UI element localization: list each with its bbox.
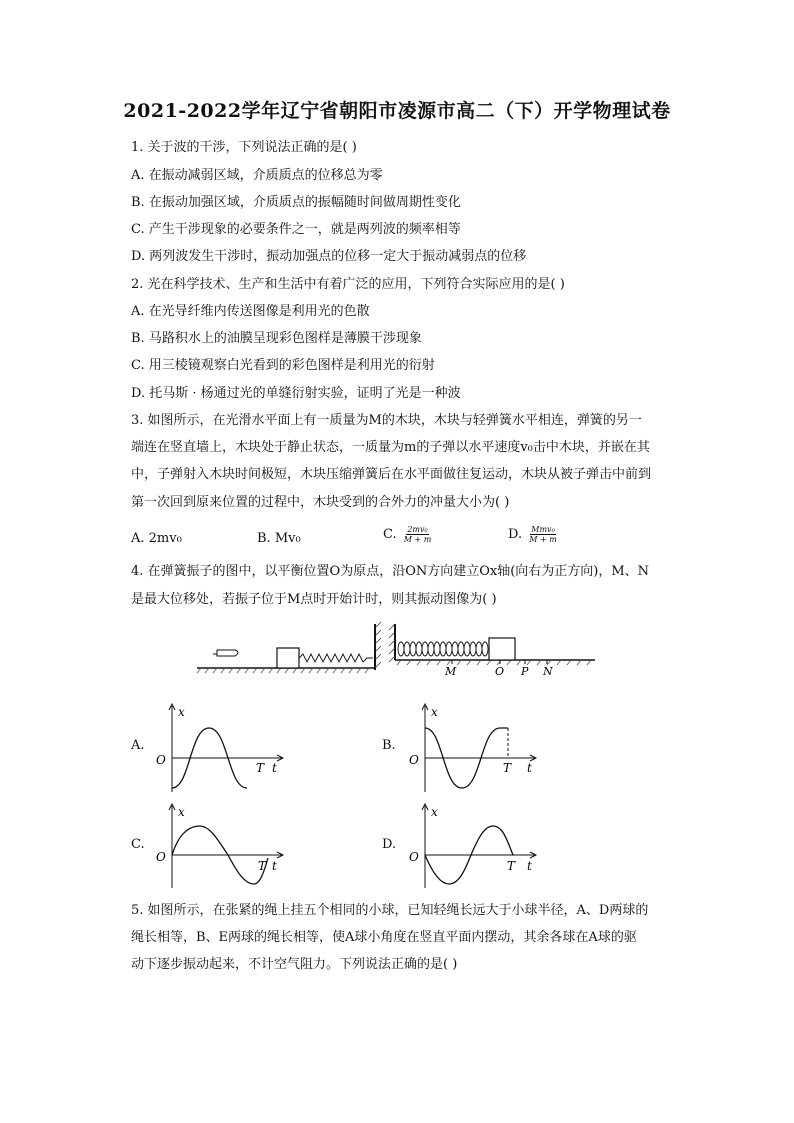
axis-label-x: x [178,805,185,819]
fraction [404,525,432,544]
origin-label: O [409,753,419,767]
spring [299,654,373,662]
bullet-icon [213,650,238,656]
question-5-line-2: 绳长相等，B、E两球的绳长相等，使A球小角度在竖直平面内摆动，其余各球在A球的驱 [131,930,637,945]
graph-c [150,800,290,895]
question-1-option-b: B. 在振动加强区域，介质质点的振幅随时间做周期性变化 [131,195,461,210]
question-3-option-a: A. 2mv₀ [131,531,182,546]
question-3-line-2: 端连在竖直墙上，木块处于静止状态，一质量为m的子弹以水平速度v₀击中木块，并嵌在其 [131,440,650,455]
fraction [529,525,557,544]
fraction-denominator: M + m [403,535,432,544]
question-1-option-c: C. 产生干涉现象的必要条件之一，就是两列波的频率相等 [131,222,461,237]
origin-label: O [156,850,166,864]
question-4-line-2: 是最大位移处，若振子位于M点时开始计时，则其振动图像为( ) [131,592,497,607]
origin-label: O [156,753,166,767]
axis-label-t: t [272,761,277,775]
option-label: D. [508,527,523,542]
figure-label-m: M [445,665,457,678]
question-5-line-3: 动下逐步振动起来，不计空气阻力。下列说法正确的是( ) [131,957,458,972]
figure-label-n: N [543,665,553,678]
question-5-line-1: 5. 如图所示，在张紧的绳上挂五个相同的小球，已知轻绳长远大于小球半径，A、D两球的 [131,903,649,918]
question-3-line-4: 第一次回到原来位置的过程中，木块受到的合外力的冲量大小为( ) [131,495,510,510]
question-1-stem: 1. 关于波的干涉，下列说法正确的是( ) [131,140,357,155]
figure-label-p: P [521,665,529,678]
graph-c-label: C. [131,837,145,852]
axis-label-x: x [431,805,438,819]
question-3-line-1: 3. 如图所示，在光滑水平面上有一质量为M的木块，木块与轻弹簧水平相连，弹簧的另一 [131,413,642,428]
period-label: T [258,859,267,873]
axis-label-x: x [178,705,185,719]
question-3-option-d [508,525,557,544]
period-label: T [503,761,512,775]
question-2-stem: 2. 光在科学技术、生产和生活中有着广泛的应用，下列符合实际应用的是( ) [131,277,565,292]
page-title: 2021-2022学年辽宁省朝阳市凌源市高二（下）开学物理试卷 [123,100,671,122]
origin-label: O [409,850,419,864]
fraction-numerator: 2mv₀ [407,525,428,534]
axis-label-t: t [527,859,532,873]
graph-a [150,700,290,795]
axis-label-t: t [272,859,277,873]
question-1-option-a: A. 在振动减弱区域，介质质点的位移总为零 [131,168,383,183]
question-2-option-b: B. 马路积水上的油膜呈现彩色图样是薄膜干涉现象 [131,331,422,346]
axis-label-x: x [431,705,438,719]
fraction-numerator: Mmv₀ [531,525,555,534]
graph-d-label: D. [382,837,397,852]
question-3-option-c [383,525,431,544]
spring [398,642,488,656]
fraction-denominator: M + m [529,535,557,544]
graph-a-label: A. [131,738,145,753]
graph-b-label: B. [382,738,396,753]
spring-oscillator-figure [195,620,605,680]
option-label: C. [383,527,397,542]
wood-block [277,648,299,668]
question-3-option-b: B. Mv₀ [257,531,301,546]
period-label: T [507,859,516,873]
graph-d [403,800,543,895]
question-2-option-c: C. 用三棱镜观察白光看到的彩色图样是利用光的衍射 [131,358,435,373]
question-3-line-3: 中，子弹射入木块时间极短，木块压缩弹簧后在水平面做往复运动，木块从被子弹击中前到 [131,467,652,482]
axis-label-t: t [527,761,532,775]
figure-label-o: O [495,665,505,678]
graph-b [403,700,543,795]
question-1-option-d: D. 两列波发生干涉时，振动加强点的位移一定大于振动减弱点的位移 [131,249,527,264]
period-label: T [256,761,265,775]
question-2-option-d: D. 托马斯 · 杨通过光的单缝衍射实验，证明了光是一种波 [131,386,461,401]
question-4-line-1: 4. 在弹簧振子的图中，以平衡位置O为原点，沿ON方向建立Ox轴(向右为正方向)，M、N [131,564,650,579]
oscillator-block [489,638,515,660]
question-2-option-a: A. 在光导纤维内传送图像是利用光的色散 [131,304,370,319]
